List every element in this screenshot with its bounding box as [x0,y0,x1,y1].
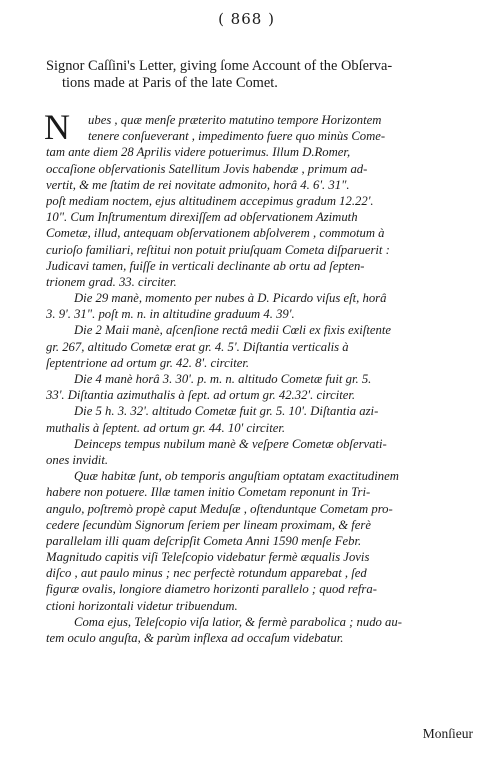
text-line: cedere ſecundùm Signorum ſeriem per lineam proximam, & ferè [46,517,371,532]
text-line: muthalis à ſeptent. ad ortum gr. 44. 10' circiter. [46,420,286,435]
heading-line: tions made at Paris of the late Comet. [62,75,278,91]
text-line: curioſo familiari, reſtitui non potuit priuſquam Cometa diſparuerit : [46,242,390,257]
text-line: poſt mediam noctem, ejus altitudinem accepimus gradum 12.22'. [46,193,374,208]
text-line: Die 29 manè, momento per nubes à D. Picardo viſus eſt, horâ [74,291,387,306]
text-line: Die 2 Maii manè, aſcenſione rectâ medii Cœli ex fixis exiſtente [74,323,391,338]
text-line: tam ante diem 28 Aprilis videre potuerimus. Illum D.Romer, [46,145,351,160]
text-line: ſeptentrione ad ortum gr. 42. 8'. circiter. [46,355,250,370]
heading-line: Signor Caſſini's Letter, giving ſome Account of the Obſerva- [46,58,393,74]
page-number: ( 868 ) [218,10,275,28]
catchword: Monſieur [422,726,473,741]
text-line: trionem grad. 33. circiter. [46,274,177,289]
text-line: 33'. Diſtantia azimuthalis à ſept. ad ortum gr. 42.32'. circiter. [46,388,356,403]
letter-heading [46,58,466,92]
text-line: occaſione obſervationis Satellitum Jovis habendæ , primum ad- [46,161,368,176]
text-line: ctioni horizontali videtur tribuendum. [46,598,238,613]
text-line: tem oculo anguſta, & parùm inflexa ad occaſum videbatur. [46,631,344,645]
text-line: Coma ejus, Teleſcopio viſa latior, & fermè parabolica ; nudo au- [74,614,402,629]
text-line: parallelam illi quam deſcripſit Cometa Anni 1590 menſe Febr. [46,533,362,548]
text-line: figuræ ovalis, longiore diametro horizonti parallelo ; quod refra- [46,582,377,597]
text-line: Deinceps tempus nubilum manè & veſpere Cometæ obſervati- [74,436,387,451]
text-line: Die 4 manè horâ 3. 30'. p. m. n. altitudo Cometæ fuit gr. 5. [74,372,372,386]
text-line: 3. 9'. 31". poſt m. n. in altitudine graduum 4. 39'. [46,307,295,322]
text-line: vertit, & me ſtatim de rei novitate admonito, horâ 4. 6'. 31". [46,177,350,192]
text-line: Judicavi tamen, fuiſſe in verticali declinante ab ortu ad ſepten- [46,258,365,273]
text-line: 10". Cum Inſtrumentum direxiſſem ad obſervationem Azimuth [46,210,358,225]
text-line: ones invidit. [46,452,109,467]
drop-cap: N [44,107,70,147]
text-line: habere non potuere. Illæ tamen initio Cometam reponunt in Tri- [46,485,371,500]
text-line: gr. 267, altitudo Cometæ erat gr. 4. 5'. Diſtantia verticalis à [46,339,349,354]
text-line: Die 5 h. 3. 32'. altitudo Cometæ fuit gr. 5. 10'. Diſtantia azi- [74,404,379,419]
text-line: Cometæ, illud, antequam obſervationem abſolverem , commotum à [46,226,385,241]
text-line: Magnitudo capitis viſi Teleſcopio videbatur fermè æqualis Jovis [46,550,370,565]
text-line: tenere conſueverant , impedimento fuere quo minùs Come- [88,129,386,144]
letter-body [44,107,464,646]
text-line: diſco , aut paulo minus ; nec perfectè rotundum apparebat , ſed [46,566,367,581]
text-line: angulo, poſtremò propè caput Meduſæ , oſtenduntque Cometam pro- [46,501,393,516]
text-line: Quæ habitæ ſunt, ob temporis anguſtiam optatam exactitudinem [74,469,399,484]
text-line: ubes , quæ menſe præterito matutino tempore Horizontem [88,113,382,127]
